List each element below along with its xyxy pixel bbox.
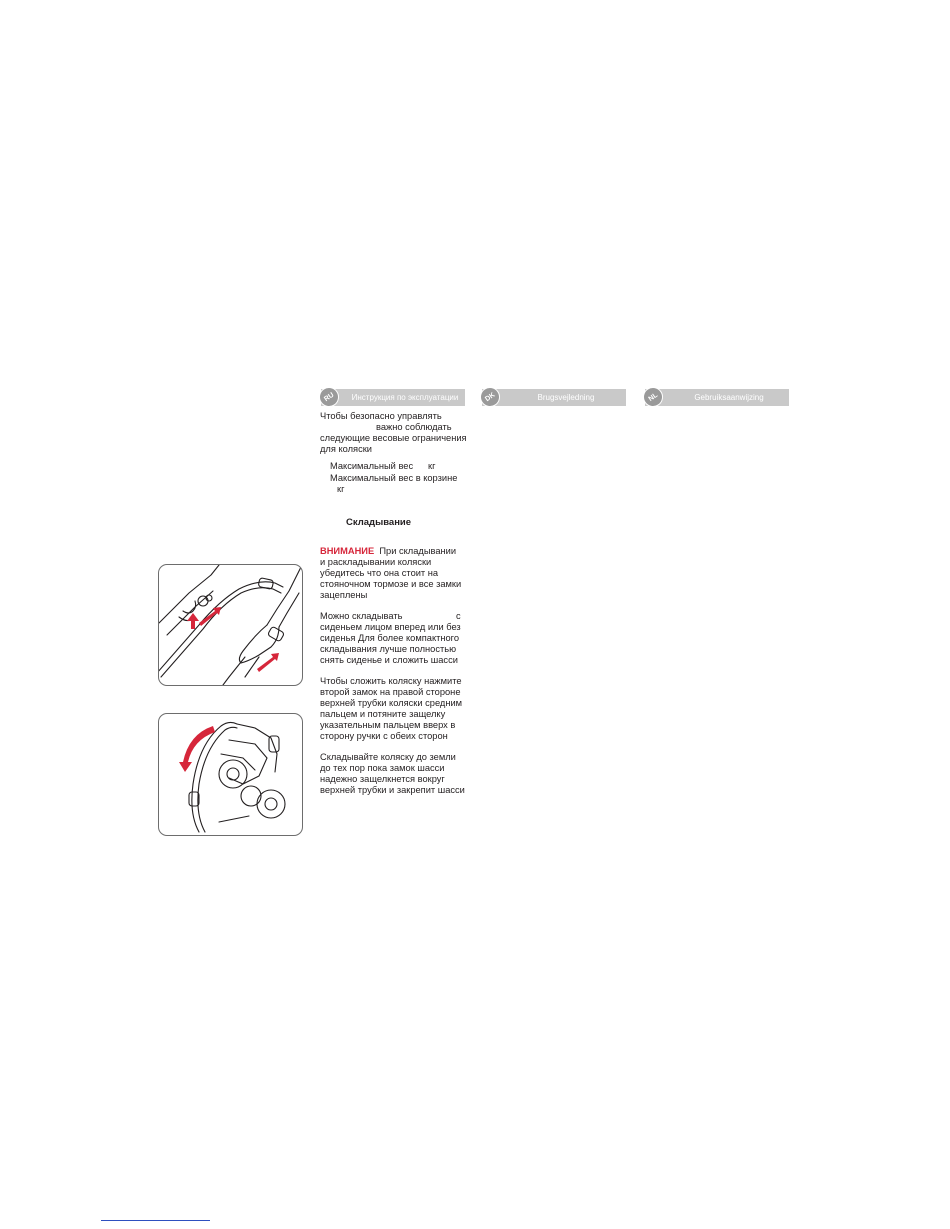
para2-line-6: сторону ручки с обеих сторон xyxy=(320,731,448,741)
intro-line-3: следующие весовые ограничения xyxy=(320,433,467,443)
intro-line-4: для коляски xyxy=(320,444,372,454)
para1-line-2: сиденьем лицом вперед или без xyxy=(320,622,461,632)
para1-line-1: Можно складывать xyxy=(320,611,403,621)
intro-line-2: важно соблюдать xyxy=(376,422,452,432)
hands-pressing-lock-illustration xyxy=(158,564,303,686)
lang-bar-nl xyxy=(645,389,789,406)
para2-line-2: второй замок на правой стороне xyxy=(320,687,461,697)
warning-line-5: зацеплены xyxy=(320,590,368,600)
para2-line-3: верхней трубки коляски средним xyxy=(320,698,463,708)
footer-link-underline xyxy=(101,1220,210,1221)
max-weight-unit: кг xyxy=(428,461,436,471)
para2-line-4: пальцем и потяните защелку xyxy=(320,709,446,719)
para3-line-4: верхней трубки и закрепит шасси xyxy=(320,785,465,795)
lang-badge-ru: RU xyxy=(315,383,343,411)
lang-title-nl: Gebruiksaanwijzing xyxy=(694,393,764,402)
para3-line-1: Складывайте коляску до земли xyxy=(320,752,456,762)
para3-line-3: надежно защелкнется вокруг xyxy=(320,774,445,784)
lang-badge-dk: DK xyxy=(476,383,504,411)
warning-line-4: стояночном тормозе и все замки xyxy=(320,579,462,589)
warning-label: ВНИМАНИЕ xyxy=(320,546,375,556)
para2-line-1: Чтобы сложить коляску нажмите xyxy=(320,676,462,686)
para1-line-5: снять сиденье и сложить шасси xyxy=(320,655,458,665)
stroller-folding-illustration xyxy=(158,713,303,836)
max-basket-weight-label: Максимальный вес в корзине xyxy=(330,473,458,483)
lang-bar-dk xyxy=(482,389,626,406)
folding-heading: Складывание xyxy=(346,517,412,528)
para1-line-1-end: с xyxy=(456,611,461,621)
para2-line-5: указательным пальцем вверх в xyxy=(320,720,456,730)
para1-line-3: сиденья Для более компактного xyxy=(320,633,460,643)
lang-badge-nl: NL xyxy=(639,383,667,411)
warning-line-1 xyxy=(320,546,456,558)
intro-line-1: Чтобы безопасно управлять xyxy=(320,411,442,421)
para1-line-4: складывания лучше полностью xyxy=(320,644,457,654)
warning-line-2: и раскладывании коляски xyxy=(320,557,432,567)
lang-title-ru: Инструкция по эксплуатации xyxy=(351,393,459,402)
max-basket-weight-unit: кг xyxy=(337,484,345,494)
max-weight-label: Максимальный вес xyxy=(330,461,414,471)
warning-line-3: убедитесь что она стоит на xyxy=(320,568,439,578)
warning-text-1: При складывании xyxy=(379,546,457,556)
lang-bar-ru xyxy=(321,389,465,406)
lang-title-dk: Brugsvejledning xyxy=(537,393,595,402)
para3-line-2: до тех пор пока замок шасси xyxy=(320,763,445,773)
